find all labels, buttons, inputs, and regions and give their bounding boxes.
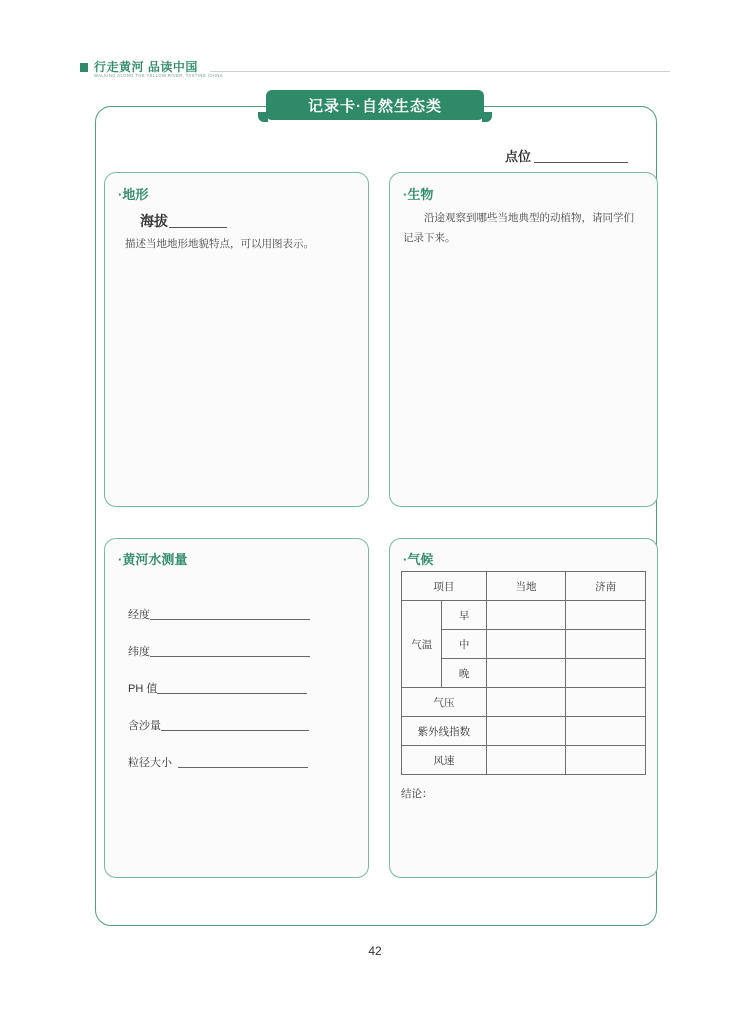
water-field-label: 含沙量 — [128, 720, 161, 732]
climate-header-item: 项目 — [402, 572, 487, 601]
terrain-description: 描述当地地形地貌特点，可以用图表示。 — [125, 238, 314, 250]
water-field-sand[interactable] — [128, 717, 348, 733]
water-field-latitude[interactable] — [128, 643, 348, 659]
water-field-label: 纬度 — [128, 646, 150, 658]
climate-conclusion-label: 结论： — [401, 788, 433, 800]
climate-cell-jinan[interactable] — [566, 630, 646, 659]
point-label: 点位 — [505, 149, 532, 164]
water-field-blank[interactable] — [150, 607, 310, 620]
page-number: 42 — [368, 944, 382, 958]
climate-table — [401, 571, 646, 775]
climate-cell-jinan[interactable] — [566, 688, 646, 717]
header-divider — [210, 71, 670, 72]
climate-cell-jinan[interactable] — [566, 601, 646, 630]
climate-cell-local[interactable] — [486, 601, 566, 630]
water-field-blank[interactable] — [157, 681, 307, 694]
biology-description: 沿途观察到哪些当地典型的动植物，请同学们记录下来。 — [403, 212, 634, 244]
water-field-grain[interactable] — [128, 754, 348, 770]
water-field-label: 粒径大小 — [128, 757, 172, 769]
climate-row-sub-morning: 早 — [442, 601, 486, 630]
water-field-longitude[interactable] — [128, 606, 348, 622]
climate-row-label-wind: 风速 — [402, 746, 487, 775]
terrain-title: ·地形 — [118, 187, 149, 202]
table-row — [402, 688, 646, 717]
climate-cell-local[interactable] — [486, 746, 566, 775]
climate-cell-jinan[interactable] — [566, 659, 646, 688]
header-title: 行走黄河 品读中国 — [94, 60, 198, 74]
water-measure-title: ·黄河水测量 — [118, 552, 188, 567]
climate-title: ·气候 — [403, 552, 434, 567]
altitude-blank[interactable] — [169, 213, 227, 228]
table-row — [402, 717, 646, 746]
water-field-label: PH 值 — [128, 683, 158, 695]
climate-cell-jinan[interactable] — [566, 717, 646, 746]
climate-cell-jinan[interactable] — [566, 746, 646, 775]
table-row — [402, 746, 646, 775]
climate-cell-local[interactable] — [486, 659, 566, 688]
climate-header-local: 当地 — [486, 572, 566, 601]
climate-cell-local[interactable] — [486, 688, 566, 717]
water-field-blank[interactable] — [178, 755, 308, 768]
climate-row-label-pressure: 气压 — [402, 688, 487, 717]
altitude-label: 海拔 — [140, 213, 168, 229]
altitude-field[interactable] — [140, 211, 227, 231]
water-field-list — [128, 606, 348, 791]
table-row — [402, 601, 646, 630]
point-blank[interactable] — [534, 148, 628, 163]
header-subtitle: WALKING ALONG THE YELLOW RIVER, TASTING CHINA — [94, 73, 223, 78]
biology-title: ·生物 — [403, 187, 434, 202]
climate-row-label-uv: 紫外线指数 — [402, 717, 487, 746]
climate-row-sub-evening: 晚 — [442, 659, 486, 688]
water-field-blank[interactable] — [161, 718, 309, 731]
page-header — [80, 58, 670, 84]
climate-cell-local[interactable] — [486, 630, 566, 659]
climate-cell-local[interactable] — [486, 717, 566, 746]
climate-row-label-temp: 气温 — [402, 601, 442, 688]
water-field-ph[interactable] — [128, 680, 348, 696]
climate-header-jinan: 济南 — [566, 572, 646, 601]
card-title-ribbon: 记录卡·自然生态类 — [266, 90, 484, 120]
climate-row-sub-noon: 中 — [442, 630, 486, 659]
table-header-row — [402, 572, 646, 601]
point-field[interactable] — [505, 146, 628, 165]
water-field-label: 经度 — [128, 609, 150, 621]
header-square-icon — [80, 63, 88, 72]
water-field-blank[interactable] — [150, 644, 310, 657]
